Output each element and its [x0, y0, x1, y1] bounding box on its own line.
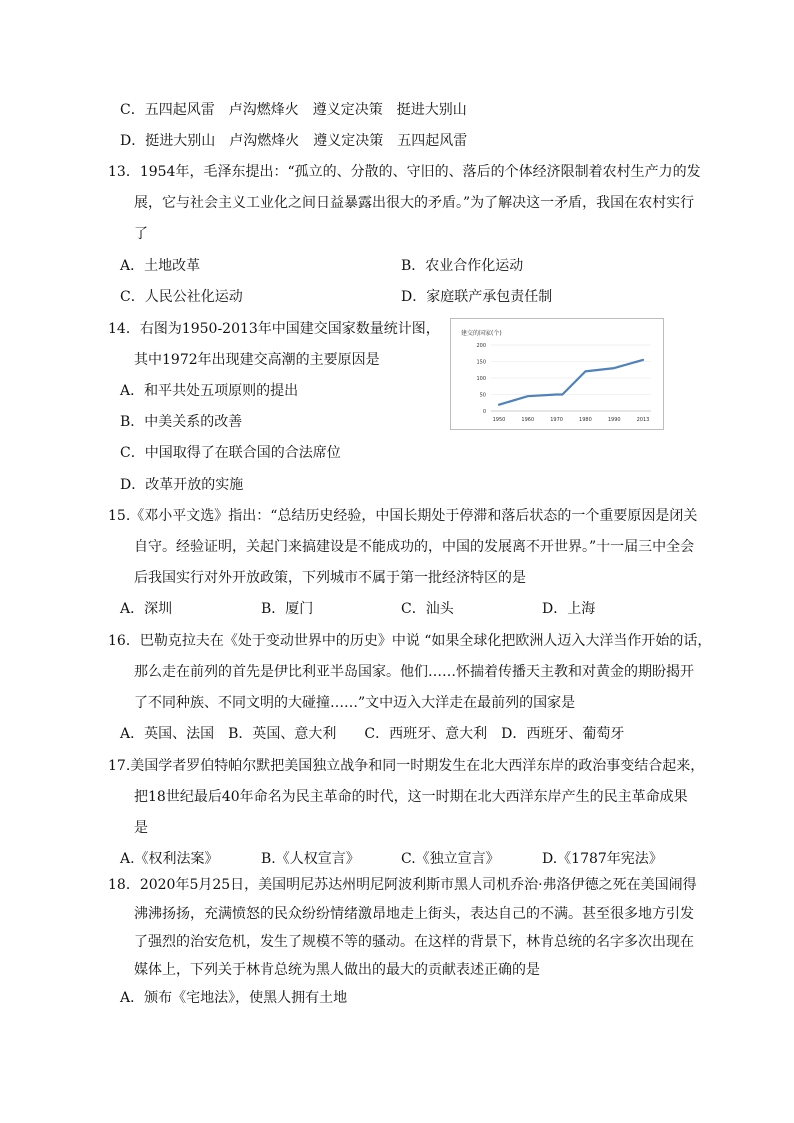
y-tick-label: 200	[476, 343, 486, 349]
q18-stem-line3: 了强烈的治安危机，发生了规模不等的骚动。在这样的背景下，林肯总统的名字多次出现在	[134, 934, 694, 950]
q16-stem-line2: 那么走在前列的首先是伊比利亚半岛国家。他们……怀揣着传播天主教和对黄金的期盼揭开	[134, 664, 694, 680]
diplomatic-relations-chart	[450, 318, 664, 430]
q15-stem-line1: 15.《邓小平文选》指出：“总结历史经验，中国长期处于停滞和落后状态的一个重要原因是闭关	[108, 508, 698, 524]
q17-option-c: C.《独立宣言》	[401, 851, 500, 867]
q18-option-a: A．颁布《宅地法》，使黑人拥有土地	[120, 990, 348, 1006]
q17-option-b: B.《人权宣言》	[261, 851, 360, 867]
q18-stem-line1: 18．2020年5月25日，美国明尼苏达州明尼阿波利斯市黑人司机乔治·弗洛伊德之死在美国闹得	[108, 877, 697, 893]
q17-stem-line1: 17.美国学者罗伯特帕尔默把美国独立战争和同一时期发生在北大西洋东岸的政治事变结合起来，	[108, 758, 705, 774]
q13-option-a: A．土地改革	[120, 258, 201, 274]
series-line	[499, 360, 643, 405]
x-tick-label: 1970	[550, 417, 563, 423]
q17-option-a: A.《权利法案》	[120, 851, 219, 867]
q14-stem-line1: 14．右图为1950-2013年中国建交国家数量统计图，	[108, 321, 440, 337]
q12-option-c: C．五四起风雷 卢沟燃烽火 遵义定决策 挺进大别山	[120, 102, 467, 118]
q18-stem-line2: 沸沸扬扬，充满愤怒的民众纷纷情绪激昂地走上街头，表达自己的不满。甚至很多地方引发	[134, 906, 694, 922]
y-tick-label: 100	[476, 376, 486, 382]
x-tick-label: 2013	[636, 417, 650, 423]
q15-option-a: A．深圳	[120, 601, 173, 617]
q17-stem-line2: 把18世纪最后40年命名为民主革命的时代，这一时期在北大西洋东岸产生的民主革命成果	[134, 789, 688, 805]
q13-option-d: D．家庭联产承包责任制	[401, 289, 553, 305]
q13-stem-line3: 了	[134, 226, 148, 242]
q15-option-d: D．上海	[542, 601, 596, 617]
q17-stem-line3: 是	[134, 820, 148, 836]
q17-option-d: D.《1787年宪法》	[542, 851, 663, 867]
x-axis	[493, 417, 650, 423]
q13-stem-line1: 13．1954年，毛泽东提出：“孤立的、分散的、守旧的、落后的个体经济限制着农村生产力的发	[108, 164, 701, 180]
q13-stem-line2: 展，它与社会主义工业化之间日益暴露出很大的矛盾。”为了解决这一矛盾，我国在农村实行	[134, 195, 695, 211]
x-tick-label: 1960	[521, 417, 535, 423]
q14-option-c: C．中国取得了在联合国的合法席位	[120, 445, 341, 461]
q15-stem-line2: 自守。经验证明，关起门来搞建设是不能成功的，中国的发展离不开世界。”十一届三中全会	[134, 539, 695, 555]
q15-option-b: B．厦门	[261, 601, 314, 617]
q18-stem-line4: 媒体上，下列关于林肯总统为黑人做出的最大的贡献表述正确的是	[134, 962, 540, 978]
q16-stem-line3: 了不同种族、不同文明的大碰撞……”文中迈入大洋走在最前列的国家是	[134, 695, 576, 711]
q14-option-a: A．和平共处五项原则的提出	[120, 383, 299, 399]
chart-title: 建交的国家(个)	[461, 330, 502, 337]
q13-option-c: C．人民公社化运动	[120, 289, 243, 305]
x-tick-label: 1980	[579, 417, 592, 423]
q14-option-d: D．改革开放的实施	[120, 477, 244, 493]
y-tick-label: 0	[482, 409, 486, 415]
q15-option-c: C．汕头	[401, 601, 454, 617]
q12-option-d: D．挺进大别山 卢沟燃烽火 遵义定决策 五四起风雷	[120, 133, 468, 149]
y-tick-label: 150	[476, 359, 486, 366]
q15-stem-line3: 后我国实行对外开放政策，下列城市不属于第一批经济特区的是	[134, 570, 526, 586]
q16-options: A．英国、法国 B．英国、意大利 C．西班牙、意大利 D．西班牙、葡萄牙	[120, 726, 625, 742]
q14-option-b: B．中美关系的改善	[120, 414, 243, 430]
y-tick-label: 50	[479, 392, 486, 399]
q14-stem-line2: 其中1972年出现建交高潮的主要原因是	[134, 352, 380, 368]
x-tick-label: 1990	[607, 417, 621, 423]
x-tick-label: 1950	[492, 417, 506, 423]
q13-option-b: B．农业合作化运动	[401, 258, 524, 274]
line-chart	[451, 319, 663, 429]
q16-stem-line1: 16．巴勒克拉夫在《处于变动世界中的历史》中说 “如果全球化把欧洲人迈入大洋当作开始的话，	[108, 633, 712, 649]
